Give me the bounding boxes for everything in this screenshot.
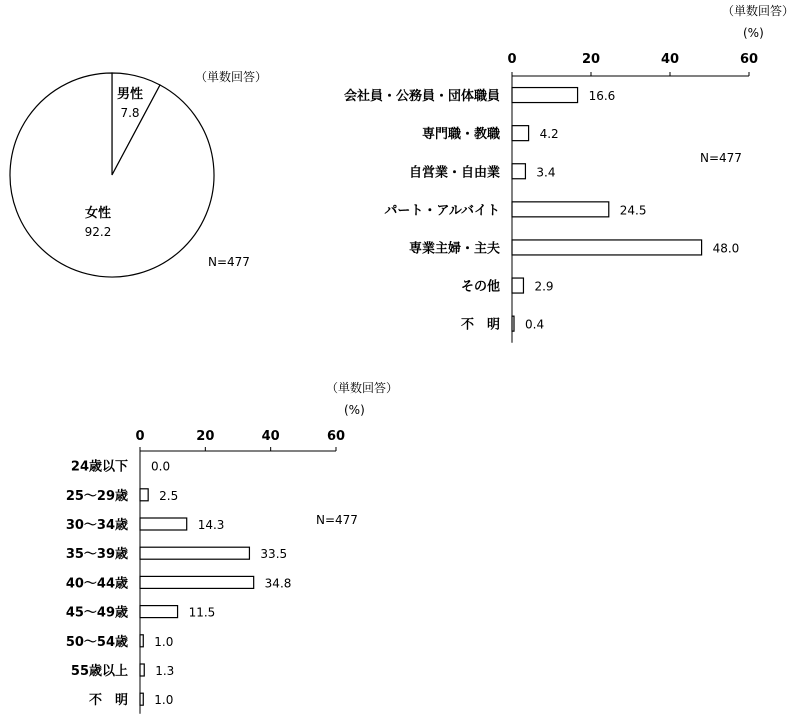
x-tick-label: 0	[135, 429, 145, 444]
data-label: 1.0	[154, 693, 174, 708]
category-label: 55歳以上	[70, 664, 128, 679]
bar	[512, 88, 578, 103]
pie-label-female: 女性	[84, 206, 112, 221]
bar	[512, 164, 525, 179]
category-label: 35～39歳	[65, 547, 128, 563]
pie-n-label: N=477	[208, 255, 250, 269]
category-label: その他	[460, 279, 500, 295]
bar	[140, 664, 144, 676]
x-tick-label: 0	[507, 52, 517, 67]
data-label: 2.5	[159, 488, 179, 503]
data-label: 24.5	[619, 203, 647, 218]
pie-slice-1	[10, 73, 214, 277]
x-tick-label: 20	[196, 429, 215, 444]
age-bar-chart	[66, 380, 398, 714]
category-label: 24歳以下	[70, 459, 128, 475]
bar	[140, 576, 254, 588]
age-n-label: N=477	[316, 513, 358, 527]
age-unit-note: （単数回答）	[326, 381, 399, 395]
data-label: 16.6	[588, 89, 616, 104]
bar	[512, 240, 702, 255]
data-label: 48.0	[712, 241, 740, 256]
category-label: 25～29歳	[65, 488, 128, 504]
data-label: 0.4	[525, 317, 545, 332]
category-label: 不 明	[460, 317, 500, 333]
category-label: 会社員・公務員・団体職員	[343, 89, 500, 105]
data-label: 4.2	[539, 127, 559, 142]
category-label: 専業主婦・主夫	[408, 241, 500, 257]
occupation-n-label: N=477	[700, 151, 742, 165]
age-marks	[66, 429, 345, 714]
occupation-unit: (%)	[743, 26, 764, 40]
data-label: 0.0	[151, 459, 171, 474]
data-label: 33.5	[260, 547, 288, 562]
category-label: パート・アルバイト	[384, 203, 500, 219]
category-label: 不 明	[88, 693, 128, 709]
bar	[512, 316, 514, 331]
data-label: 1.3	[155, 664, 175, 678]
bar	[140, 693, 143, 705]
data-label: 2.9	[534, 279, 554, 294]
bar	[140, 606, 178, 618]
category-label: 30～34歳	[65, 518, 128, 533]
bar	[512, 202, 609, 217]
data-label: 11.5	[188, 605, 216, 620]
bar	[140, 635, 143, 647]
gender-pie-chart	[10, 69, 267, 277]
category-label: 40～44歳	[65, 576, 128, 592]
category-label: 45～49歳	[65, 605, 128, 621]
data-label: 34.8	[264, 576, 292, 591]
data-label: 3.4	[536, 165, 556, 180]
age-unit: (%)	[344, 403, 365, 417]
category-label: 自営業・自由業	[408, 165, 500, 181]
pie-value-female: 92.2	[84, 225, 112, 239]
data-label: 14.3	[197, 518, 225, 532]
occupation-bar-chart	[344, 3, 794, 343]
bar	[140, 547, 249, 559]
bar	[512, 126, 529, 141]
pie-slices	[10, 73, 214, 277]
category-label: 50～54歳	[65, 634, 128, 650]
x-tick-label: 40	[261, 429, 280, 444]
pie-unit-note: （単数回答）	[195, 70, 268, 84]
x-tick-label: 60	[739, 52, 759, 67]
x-tick-label: 20	[581, 52, 601, 67]
pie-label-male: 男性	[116, 87, 144, 102]
occupation-marks	[344, 52, 758, 343]
data-label: 1.0	[154, 634, 174, 649]
pie-value-male: 7.8	[120, 106, 140, 120]
bar	[140, 518, 187, 530]
x-tick-label: 40	[660, 52, 680, 67]
bar	[512, 278, 523, 293]
category-label: 専門職・教職	[421, 127, 500, 143]
x-tick-label: 60	[326, 429, 346, 444]
occupation-unit-note: （単数回答）	[722, 4, 795, 18]
bar	[140, 489, 148, 501]
